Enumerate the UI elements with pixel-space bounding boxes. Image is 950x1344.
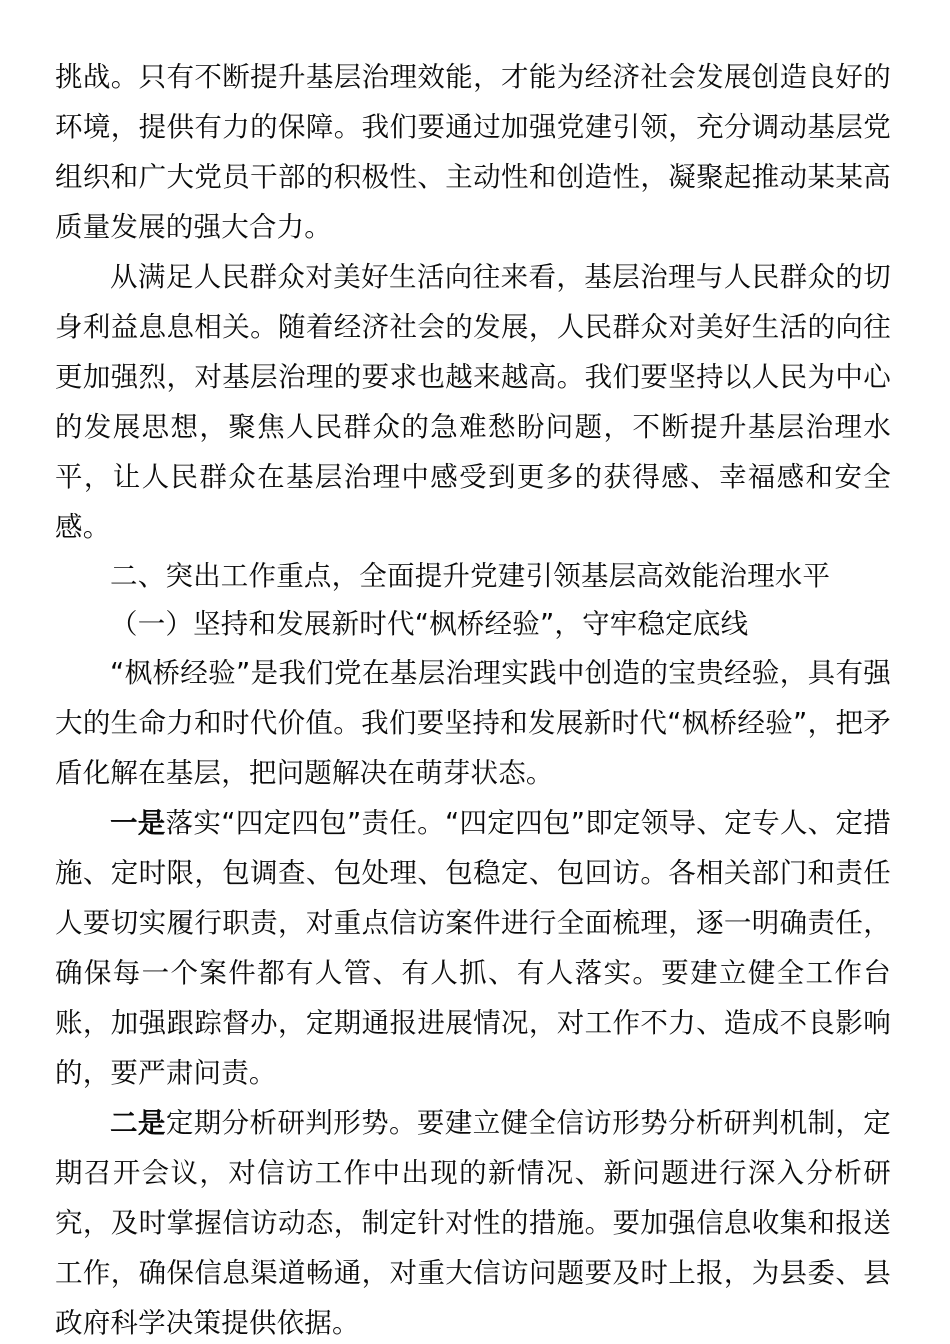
- point-one-lead-label: 一是: [110, 807, 166, 839]
- paragraph-point-one: [55, 798, 891, 1098]
- section-heading-two: 二、突出工作重点，全面提升党建引领基层高效能治理水平: [110, 560, 831, 592]
- document-body: [55, 52, 891, 1344]
- paragraph-continuation: 挑战。只有不断提升基层治理效能，才能为经济社会发展创造良好的环境，提供有力的保障。我们要通过加强党建引领，充分调动基层党组织和广大党员干部的积极性、主动性和创造性，凝聚起推动某某高质量发展的强大合力。: [55, 61, 891, 243]
- point-two-lead-label: 二是: [110, 1107, 166, 1139]
- paragraph-people-aspiration: 从满足人民群众对美好生活向往来看，基层治理与人民群众的切身利益息息相关。随着经济社会的发展，人民群众对美好生活的向往更加强烈，对基层治理的要求也越来越高。我们要坚持以人民为中心的发展思想，聚焦人民群众的急难愁盼问题，不断提升基层治理水平，让人民群众在基层治理中感受到更多的获得感、幸福感和安全感。: [55, 261, 891, 543]
- paragraph-point-two: [55, 1098, 891, 1344]
- point-two-text: 定期分析研判形势。要建立健全信访形势分析研判机制，定期召开会议，对信访工作中出现的新情况、新问题进行深入分析研究，及时掌握信访动态，制定针对性的措施。要加强信息收集和报送工作，确保信息渠道畅通，对重大信访问题要及时上报，为县委、县政府科学决策提供依据。: [55, 1107, 892, 1339]
- subsection-heading-one: （一）坚持和发展新时代“枫桥经验”，守牢稳定底线: [110, 608, 749, 640]
- paragraph-fengqiao-experience: “枫桥经验”是我们党在基层治理实践中创造的宝贵经验，具有强大的生命力和时代价值。我们要坚持和发展新时代“枫桥经验”，把矛盾化解在基层，把问题解决在萌芽状态。: [55, 657, 891, 789]
- point-one-text: 落实“四定四包”责任。“四定四包”即定领导、定专人、定措施、定时限，包调查、包处理、包稳定、包回访。各相关部门和责任人要切实履行职责，对重点信访案件进行全面梳理，逐一明确责任，确保每一个案件都有人管、有人抓、有人落实。要建立健全工作台账，加强跟踪督办，定期通报进展情况，对工作不力、造成不良影响的，要严肃问责。: [55, 807, 891, 1089]
